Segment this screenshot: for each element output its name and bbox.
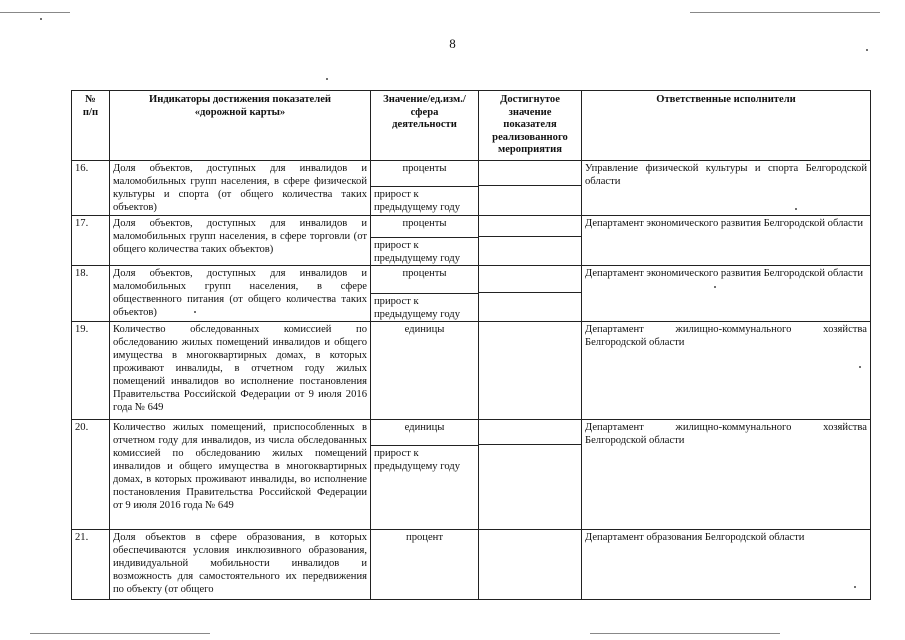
value-growth: прирост к предыдущему году — [371, 186, 478, 213]
row-responsible: Департамент экономического развития Белгородской области — [582, 216, 871, 266]
row-achieved — [479, 420, 582, 530]
row-value — [371, 266, 479, 322]
table-row — [72, 266, 871, 322]
row-responsible: Управление физической культуры и спорта Белгородской области — [582, 161, 871, 216]
row-achieved — [479, 161, 582, 216]
achieved-unit-cell — [479, 420, 581, 444]
value-growth: прирост к предыдущему году — [371, 293, 478, 320]
header-responsible: Ответственные исполнители — [582, 91, 871, 161]
scan-edge-top-right — [690, 12, 880, 13]
scan-edge-top-left — [0, 12, 70, 13]
row-indicator-text: Доля объектов в сфере образования, в которых обеспечиваются условия инклюзивного образования, индивидуальной мобильности инвалидов и возможность для самостоятельного их передвижения по объекту (от общего — [113, 532, 367, 595]
row-num: 16. — [72, 161, 110, 216]
achieved-unit-cell — [479, 161, 581, 185]
row-value — [371, 322, 479, 420]
row-value — [371, 216, 479, 266]
value-unit: единицы — [404, 324, 445, 335]
row-indicator: Доля объектов, доступных для инвалидов и маломобильных групп населения, в сфере торговли (от общего количества таких объектов) — [110, 216, 371, 266]
achieved-growth-cell — [479, 185, 581, 210]
header-value: Значение/ед.изм./ сфера деятельности — [371, 91, 479, 161]
header-num: № п/п — [72, 91, 110, 161]
row-value — [371, 420, 479, 530]
row-indicator: Доля объектов, доступных для инвалидов и маломобильных групп населения, в сфере физической культуры и спорта (от общего количества таких объектов) — [110, 161, 371, 216]
value-unit: проценты — [402, 163, 447, 174]
scan-edge-bottom-right — [590, 633, 780, 634]
row-achieved — [479, 530, 582, 600]
achieved-growth-cell — [479, 444, 581, 525]
table-row — [72, 216, 871, 266]
row-responsible: Департамент образования Белгородской области — [582, 530, 871, 600]
row-num: 18. — [72, 266, 110, 322]
row-indicator: Доля объектов, доступных для инвалидов и маломобильных групп населения, в сфере общественного питания (от общего количества таких объектов) — [110, 266, 371, 322]
row-num: 19. — [72, 322, 110, 420]
roadmap-indicators-table — [71, 90, 871, 600]
achieved-unit-cell — [479, 216, 581, 236]
row-achieved — [479, 216, 582, 266]
row-num: 17. — [72, 216, 110, 266]
value-growth: прирост к предыдущему году — [371, 445, 478, 528]
value-unit: процент — [406, 532, 443, 543]
value-unit: единицы — [404, 422, 445, 433]
achieved-growth-cell — [479, 292, 581, 317]
row-achieved — [479, 266, 582, 322]
table-row — [72, 530, 871, 600]
row-num: 21. — [72, 530, 110, 600]
row-indicator: Количество жилых помещений, приспособленных в отчетном году для инвалидов, из числа обследованных комиссией по обследованию жилых помещений инвалидов и общего имущества в многоквартирных домах, в которых проживают инвалиды, во исполнение постановления Правительства Российской Федерации от 9 июля 2016 года № 649 — [110, 420, 371, 530]
achieved-unit-cell — [479, 266, 581, 292]
page-number: 8 — [449, 36, 456, 51]
row-responsible: Департамент жилищно-коммунального хозяйства Белгородской области — [582, 420, 871, 530]
table-header-row — [72, 91, 871, 161]
header-indicator: Индикаторы достижения показателей «дорожной карты» — [110, 91, 371, 161]
value-unit: проценты — [402, 268, 447, 279]
row-responsible: Департамент экономического развития Белгородской области — [582, 266, 871, 322]
row-value — [371, 530, 479, 600]
table-row — [72, 322, 871, 420]
row-indicator: Количество обследованных комиссией по обследованию жилых помещений инвалидов и общего имущества в многоквартирных домах, в которых проживают инвалиды, в отчетном году жилых помещений инвалидов во исполнение постановления Правительства Российской Федерации от 9 июля 2016 года № 649 — [110, 322, 371, 420]
scan-edge-bottom-left — [30, 633, 210, 634]
row-num: 20. — [72, 420, 110, 530]
table-row — [72, 161, 871, 216]
table-row — [72, 420, 871, 530]
row-responsible: Департамент жилищно-коммунального хозяйства Белгородской области — [582, 322, 871, 420]
header-achieved: Достигнутое значение показателя реализованного мероприятия — [479, 91, 582, 161]
row-indicator — [110, 530, 371, 600]
row-achieved — [479, 322, 582, 420]
achieved-growth-cell — [479, 236, 581, 261]
value-growth: прирост к предыдущему году — [371, 237, 478, 264]
value-unit: проценты — [402, 218, 447, 229]
row-value — [371, 161, 479, 216]
